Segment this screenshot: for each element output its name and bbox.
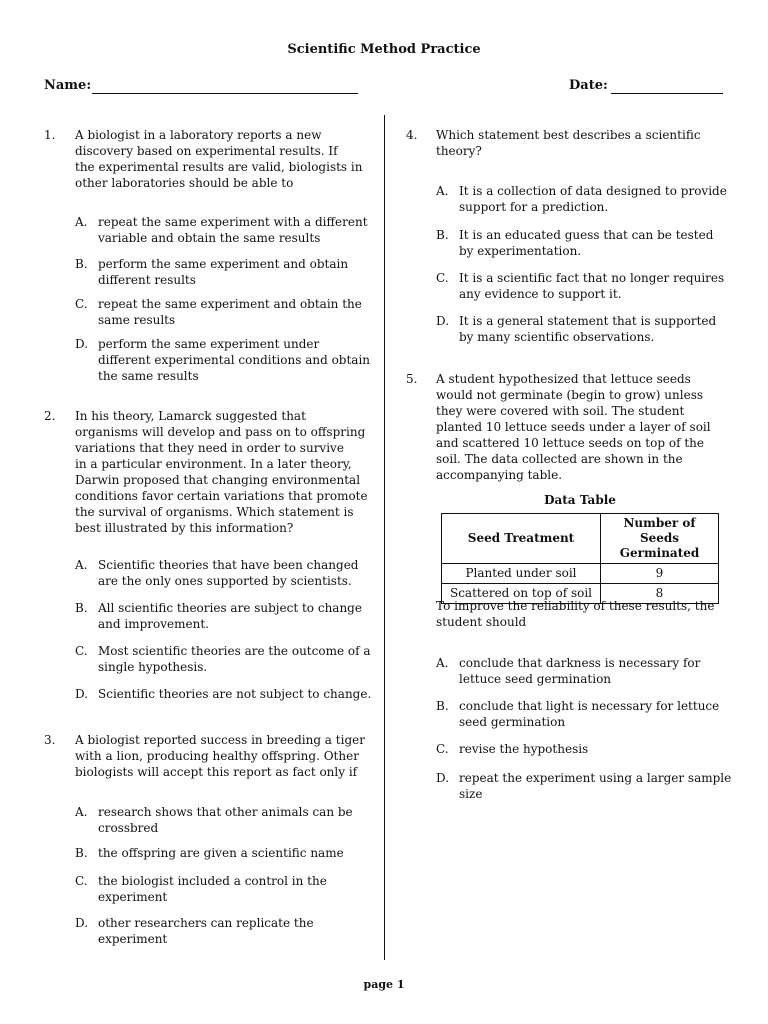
option-letter: C.: [75, 874, 88, 888]
option-letter: A.: [75, 805, 88, 819]
option-letter: D.: [436, 314, 450, 328]
option-text: perform the same experiment under different experimental conditions and obtain the same results: [98, 337, 371, 383]
question-followup-text: To improve the reliability of these results, the student should: [436, 599, 715, 629]
table-header-row: [442, 514, 719, 564]
option-letter: C.: [436, 271, 449, 285]
option-letter: A.: [436, 656, 449, 670]
option-text: Most scientific theories are the outcome of a single hypothesis.: [98, 644, 371, 674]
option-text: other researchers can replicate the experiment: [98, 916, 314, 946]
option-letter: B.: [75, 846, 88, 860]
option-text: It is a collection of data designed to provide support for a prediction.: [459, 184, 727, 214]
option-letter: C.: [75, 644, 88, 658]
option-text: conclude that darkness is necessary for lettuce seed germination: [459, 656, 701, 686]
option-letter: C.: [75, 297, 88, 311]
option-letter: B.: [75, 257, 88, 271]
page-number: page 1: [363, 978, 405, 991]
option-letter: A.: [436, 184, 449, 198]
table-cell: Scattered on top of soil: [442, 584, 601, 604]
option-text: It is an educated guess that can be tested by experimentation.: [459, 228, 714, 258]
question-text: A biologist in a laboratory reports a new discovery based on experimental results. If the experimental results are valid, biologists in other laboratories should be able to: [75, 128, 363, 190]
data-table: [441, 513, 719, 604]
option-letter: D.: [75, 337, 89, 351]
option-text: conclude that light is necessary for lettuce seed germination: [459, 699, 720, 729]
table-cell: 8: [601, 584, 719, 604]
table-header-cell: Number of Seeds Germinated: [601, 514, 719, 564]
option-text: the biologist included a control in the experiment: [98, 874, 327, 904]
table-row: [442, 564, 719, 584]
option-letter: D.: [75, 916, 89, 930]
option-letter: C.: [436, 742, 449, 756]
option-letter: B.: [436, 228, 449, 242]
question-number: 4.: [406, 128, 418, 142]
data-table-caption: Data Table: [544, 493, 616, 507]
question-number: 3.: [44, 733, 56, 747]
table-cell: Planted under soil: [442, 564, 601, 584]
page-title: Scientific Method Practice: [287, 42, 481, 57]
option-text: Scientific theories that have been changed are the only ones supported by scientists.: [98, 558, 359, 588]
option-text: All scientific theories are subject to change and improvement.: [98, 601, 362, 631]
option-text: Scientific theories are not subject to change.: [98, 687, 372, 701]
question-number: 1.: [44, 128, 56, 142]
option-text: repeat the experiment using a larger sample size: [459, 771, 732, 801]
column-divider: [384, 115, 385, 960]
option-text: repeat the same experiment and obtain the same results: [98, 297, 362, 327]
option-text: It is a scientific fact that no longer requires any evidence to support it.: [459, 271, 725, 301]
date-label: Date:: [569, 78, 608, 93]
option-text: research shows that other animals can be crossbred: [98, 805, 353, 835]
question-text: Which statement best describes a scientific theory?: [436, 128, 701, 158]
option-text: the offspring are given a scientific name: [98, 846, 344, 860]
option-letter: B.: [436, 699, 449, 713]
question-text: A biologist reported success in breeding a tiger with a lion, producing healthy offspring. Other biologists will accept this report as fact only if: [75, 733, 365, 779]
date-field-line: [611, 93, 723, 94]
option-letter: B.: [75, 601, 88, 615]
table-cell: 9: [601, 564, 719, 584]
name-label: Name:: [44, 78, 92, 93]
option-letter: D.: [436, 771, 450, 785]
option-letter: A.: [75, 558, 88, 572]
option-text: perform the same experiment and obtain different results: [98, 257, 349, 287]
option-letter: A.: [75, 215, 88, 229]
option-text: revise the hypothesis: [459, 742, 589, 756]
option-letter: D.: [75, 687, 89, 701]
option-text: It is a general statement that is supported by many scientific observations.: [459, 314, 717, 344]
table-header-cell: Seed Treatment: [442, 514, 601, 564]
question-text: A student hypothesized that lettuce seeds would not germinate (begin to grow) unless they were covered with soil. The student planted 10 lettuce seeds under a layer of soil and scattered 10 lettuce seeds on top of the soil. The data collected are shown in the accompanying table.: [436, 372, 711, 482]
question-text: In his theory, Lamarck suggested that organisms will develop and pass on to offspring variations that they need in order to survive in a particular environment. In a later theory, Darwin proposed that changing environmental conditions favor certain variations that promote the survival of organisms. Which statement is best illustrated by this information?: [75, 409, 368, 535]
question-number: 5.: [406, 372, 418, 386]
option-text: repeat the same experiment with a different variable and obtain the same results: [98, 215, 368, 245]
name-field-line: [92, 93, 358, 94]
question-number: 2.: [44, 409, 56, 423]
